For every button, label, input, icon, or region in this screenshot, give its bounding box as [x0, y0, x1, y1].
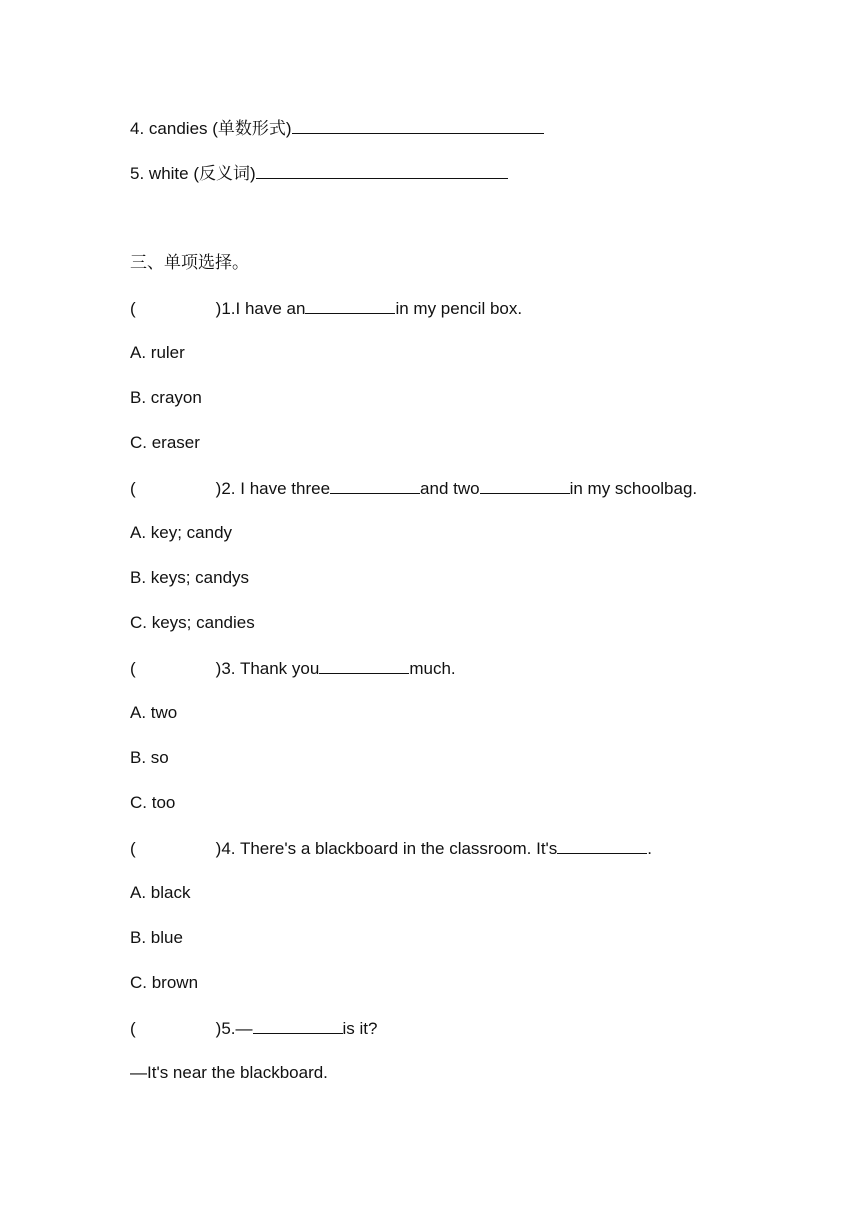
option-b: B. so [130, 748, 169, 767]
question-2 [130, 477, 697, 500]
paren-close: ) [215, 839, 222, 858]
option-c: C. keys; candies [130, 613, 255, 632]
fill-item-word: candies [148, 119, 208, 138]
answer-blank[interactable] [319, 657, 409, 674]
option-a: A. key; candy [130, 523, 233, 542]
fill-item-hint: (反义词) [193, 164, 256, 183]
paren-open: ( [130, 1019, 136, 1038]
answer-blank[interactable] [253, 1017, 343, 1034]
answer-blank[interactable] [480, 477, 570, 494]
fill-item-5 [130, 162, 508, 185]
question-4 [130, 837, 652, 860]
fill-item-number: 4. [130, 119, 145, 138]
question-text-mid: and two [420, 479, 480, 498]
question-1 [130, 297, 522, 320]
option-b: B. crayon [130, 388, 202, 407]
question-text-end: much. [409, 659, 456, 678]
question-text: 4. There's a blackboard in the classroom. It's [221, 839, 558, 858]
question-3 [130, 657, 456, 680]
fill-item-4 [130, 117, 544, 140]
fill-item-hint: (单数形式) [212, 119, 292, 138]
fill-item-word: white [148, 164, 189, 183]
paren-open: ( [130, 299, 136, 318]
section-title: 三、单项选择。 [130, 253, 249, 273]
fill-item-number: 5. [130, 164, 145, 183]
answer-blank[interactable] [256, 162, 508, 179]
question-text-end: . [647, 839, 653, 858]
paren-open: ( [130, 479, 136, 498]
question-text-end: in my pencil box. [395, 299, 523, 318]
paren-close: ) [215, 1019, 222, 1038]
option-a: A. two [130, 703, 178, 722]
paren-close: ) [215, 659, 222, 678]
answer-blank[interactable] [330, 477, 420, 494]
question-5 [130, 1017, 378, 1040]
question-text: 3. Thank you [221, 659, 320, 678]
paren-close: ) [215, 299, 222, 318]
paren-open: ( [130, 839, 136, 858]
option-b: B. blue [130, 928, 183, 947]
dialogue-answer-line: —It's near the blackboard. [130, 1063, 328, 1082]
question-text: 5.— [221, 1019, 253, 1038]
paren-open: ( [130, 659, 136, 678]
answer-blank[interactable] [292, 117, 544, 134]
option-c: C. brown [130, 973, 199, 992]
option-a: A. black [130, 883, 191, 902]
question-text: 1.I have an [221, 299, 306, 318]
option-a: A. ruler [130, 343, 185, 362]
option-c: C. eraser [130, 433, 200, 452]
question-text: 2. I have three [221, 479, 331, 498]
option-c: C. too [130, 793, 176, 812]
question-text-end: in my schoolbag. [569, 479, 698, 498]
paren-close: ) [215, 479, 222, 498]
question-text-end: is it? [342, 1019, 378, 1038]
answer-blank[interactable] [557, 837, 647, 854]
answer-blank[interactable] [305, 297, 395, 314]
option-b: B. keys; candys [130, 568, 250, 587]
